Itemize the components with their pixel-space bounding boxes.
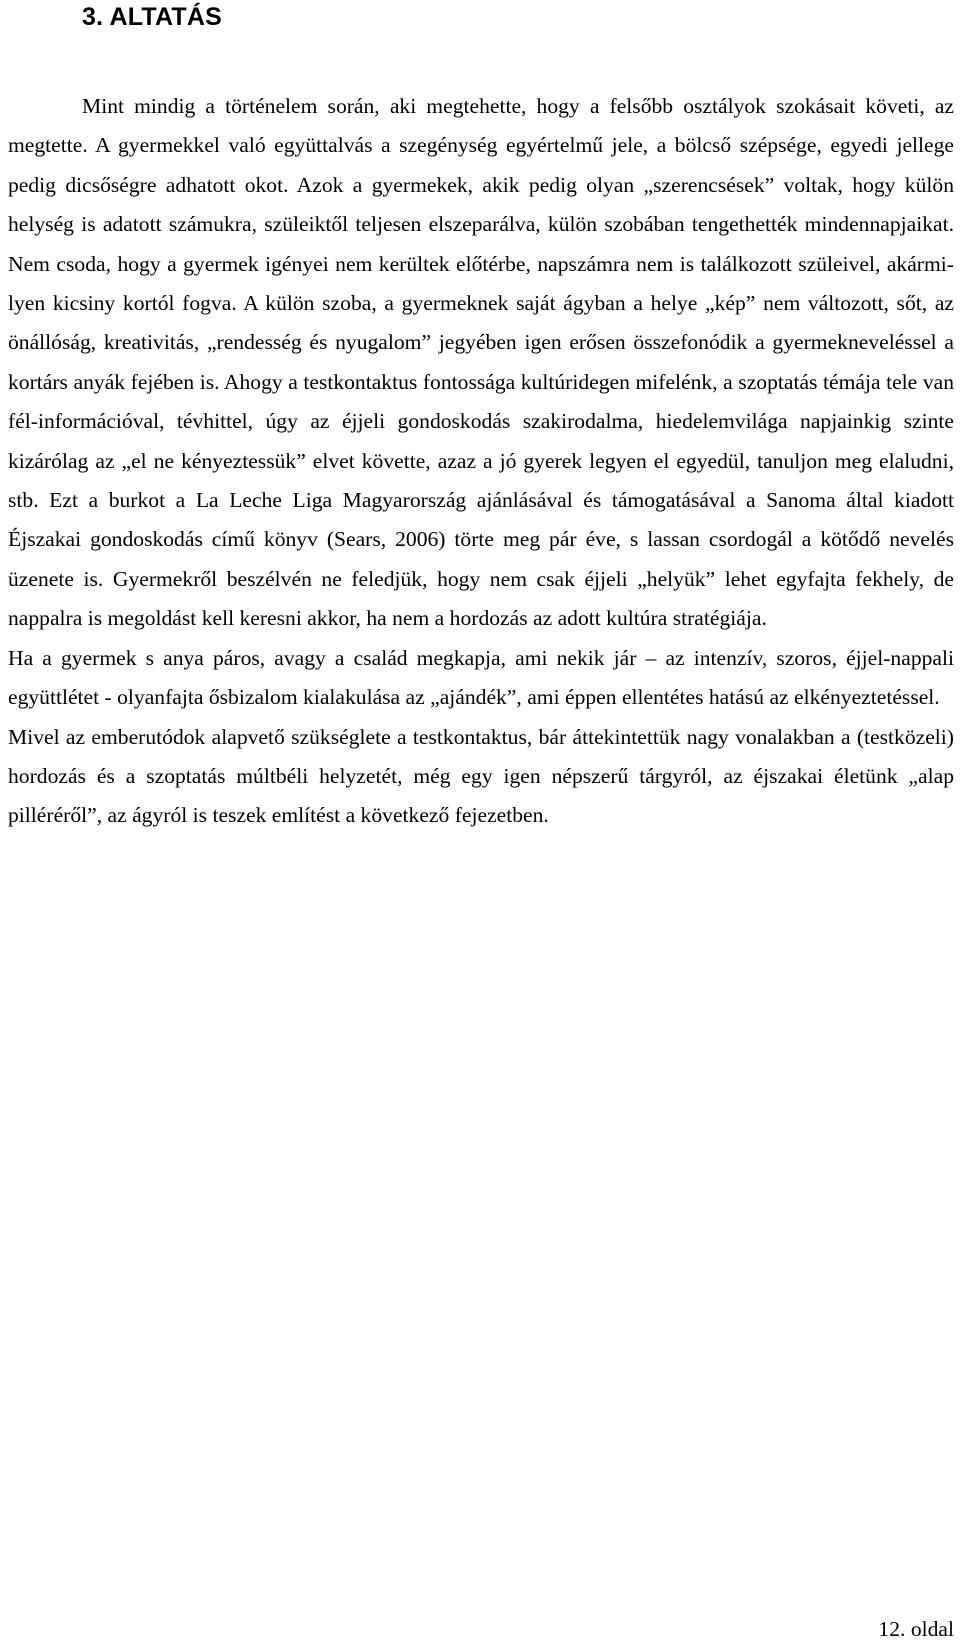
- paragraph-1: Mint mindig a történelem során, aki megtehette, hogy a felsőbb osztályok szokásait követi, az megtette. A gyermekkel való együttalvás a szegénység egyértelmű jele, a bölcső szépsége, egyedi jellege pedig dicsőségre adhatott okot. Azok a gyermekek, akik pedig olyan „szerencsések” voltak, hogy külön helység is adatott számukra, szüleiktől teljesen elszeparálva, külön szobában tengethették mindennapjaikat. Nem csoda, hogy a gyermek igényei nem kerültek előtérbe, napszámra nem is találkozott szüleivel, akármilyen kicsiny kortól fogva. A külön szoba, a gyermeknek saját ágyban a helye „kép” nem változott, sőt, az önállóság, kreativitás, „rendesség és nyugalom” jegyében igen erősen összefonódik a gyermekneveléssel a kortárs anyák fejében is. Ahogy a testkontaktus fontossága kultúridegen mifelénk, a szoptatás témája tele van fél-információval, tévhittel, úgy az éjjeli gondoskodás szakirodalma, hiedelemvilága napjainkig szinte kizárólag az „el ne kényeztessük” elvet követte, azaz a jó gyerek legyen el egyedül, tanuljon meg elaludni, stb. Ezt a burkot a La Leche Liga Magyarország ajánlásával és támogatásával a Sanoma által kiadott Éjszakai gondoskodás című könyv (Sears, 2006) törte meg pár éve, s lassan csordogál a kötődő nevelés üzenete is. Gyermekről beszélvén ne feledjük, hogy nem csak éjjeli „helyük” lehet egyfajta fekhely, de nappalra is megoldást kell keresni akkor, ha nem a hordozás az adott kultúra stratégiája.: [8, 94, 954, 631]
- body-text: [8, 87, 954, 836]
- page-number: 12. oldal: [878, 1617, 954, 1641]
- paragraph-2: Ha a gyermek s anya páros, avagy a család megkapja, ami nekik jár – az intenzív, szoros, éjjel-nappali együttlétet - olyanfajta ősbizalom kialakulása az „ajándék”, ami éppen ellentétes hatású az elkényeztetéssel.: [8, 645, 954, 710]
- paragraph-3: Mivel az emberutódok alapvető szükséglete a testkontaktus, bár áttekintettük nagy vonalakban a (testközeli) hordozás és a szoptatás múltbéli helyzetét, még egy igen népszerű tárgyról, az éjszakai életünk „alap pilléréről”, az ágyról is teszek említést a következő fejezetben.: [8, 724, 954, 828]
- chapter-heading: 3. ALTATÁS: [82, 3, 222, 31]
